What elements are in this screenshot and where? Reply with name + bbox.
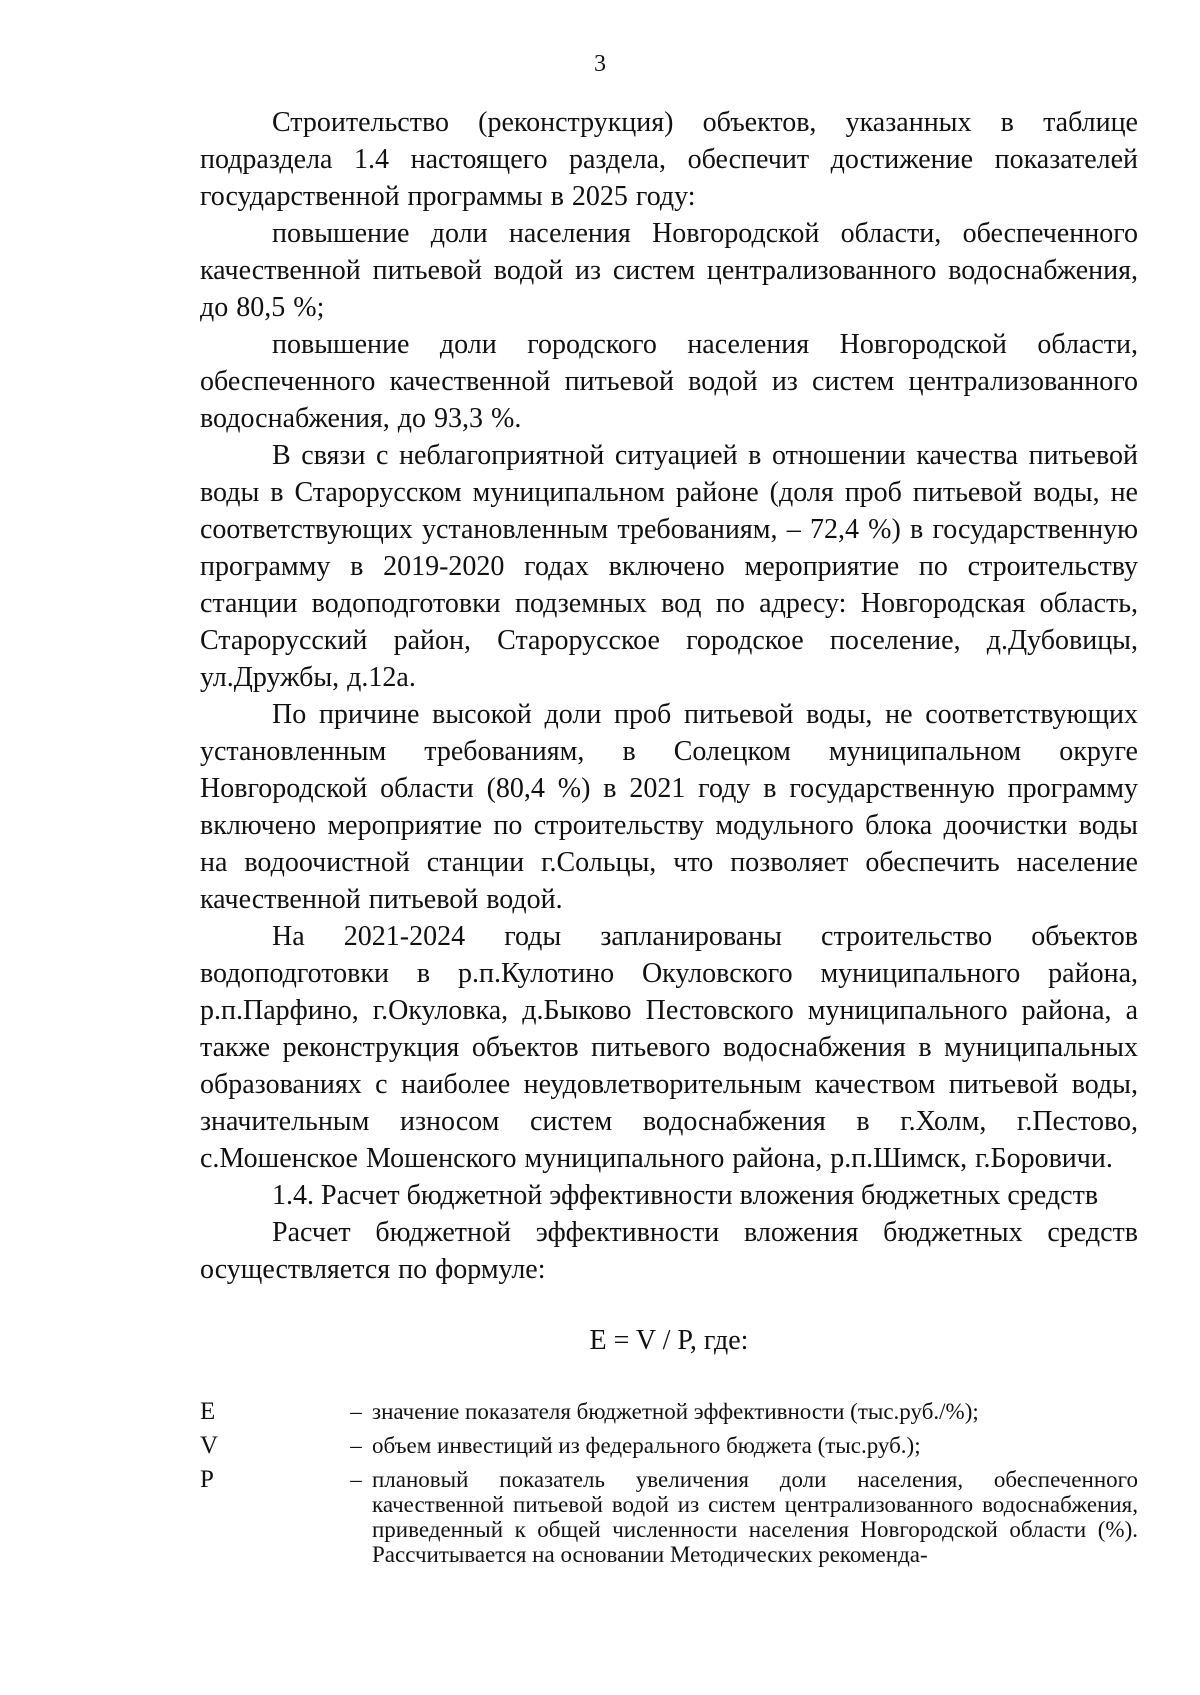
legend-description: значение показателя бюджетной эффективности (тыс.руб./%);	[372, 1399, 979, 1424]
legend-row	[200, 1433, 1138, 1458]
section-heading: 1.4. Расчет бюджетной эффективности вложения бюджетных средств	[272, 1180, 1099, 1211]
legend-description: объем инвестиций из федерального бюджета (тыс.руб.);	[372, 1433, 921, 1458]
document-body	[200, 104, 1138, 1576]
page-number: 3	[594, 51, 606, 77]
legend-symbol: V	[200, 1432, 219, 1459]
paragraph-formula-intro: Расчет бюджетной эффективности вложения бюджетных средств осуществляется по формуле:	[200, 1217, 1138, 1285]
legend-dash: –	[350, 1433, 362, 1458]
legend-symbol: E	[200, 1398, 216, 1425]
paragraph-soletsky: По причине высокой доли проб питьевой воды, не соответствующих установленным требованиям, в Солецком муниципальном округе Новгородской области (80,4 %) в 2021 году в государственную программу включено мероприятие по строительству модульного блока доочистки воды на водоочистной станции г.Сольцы, что позволяет обеспечить население качественной питьевой водой.	[200, 699, 1138, 915]
legend-dash: –	[350, 1467, 362, 1492]
legend-dash: –	[350, 1399, 362, 1424]
legend-row	[200, 1467, 1138, 1567]
legend-description: плановый показатель увеличения доли населения, обеспеченного качественной питьевой водой из систем централизованного водоснабжения, приведенный к общей численности населения Новгородской области (%). Рассчитывается на основании Методических рекоменда-	[372, 1467, 1138, 1567]
legend-row	[200, 1399, 1138, 1424]
formula-legend	[200, 1399, 1138, 1567]
paragraph-indicator-1: повышение доли населения Новгородской области, обеспеченного качественной питьевой водой из систем централизованного водоснабжения, до 80,5 %;	[200, 218, 1138, 323]
legend-symbol: P	[200, 1466, 214, 1493]
paragraph-indicator-2: повышение доли городского населения Новгородской области, обеспеченного качественной питьевой водой из систем централизованного водоснабжения, до 93,3 %.	[200, 329, 1138, 434]
paragraph-plans-2021-2024: На 2021-2024 годы запланированы строительство объектов водоподготовки в р.п.Кулотино Окуловского муниципального района, р.п.Парфино, г.Окуловка, д.Быково Пестовского муниципального района, а также реконструкция объектов питьевого водоснабжения в муниципальных образованиях с наиболее неудовлетворительным качеством питьевой воды, значительным износом систем водоснабжения в г.Холм, г.Пестово, с.Мошенское Мошенского муниципального района, р.п.Шимск, г.Боровичи.	[200, 921, 1138, 1174]
paragraph-intro: Строительство (реконструкция) объектов, указанных в таблице подраздела 1.4 настоящего раздела, обеспечит достижение показателей государственной программы в 2025 году:	[200, 107, 1138, 212]
formula: E = V / P, где:	[589, 1325, 749, 1356]
paragraph-starorussky: В связи с неблагоприятной ситуацией в отношении качества питьевой воды в Старорусском муниципальном районе (доля проб питьевой воды, не соответствующих установленным требованиям, – 72,4 %) в государственную программу в 2019-2020 годах включено мероприятие по строительству станции водоподготовки подземных вод по адресу: Новгородская область, Старорусский район, Старорусское городское поселение, д.Дубовицы, ул.Дружбы, д.12а.	[200, 440, 1138, 693]
